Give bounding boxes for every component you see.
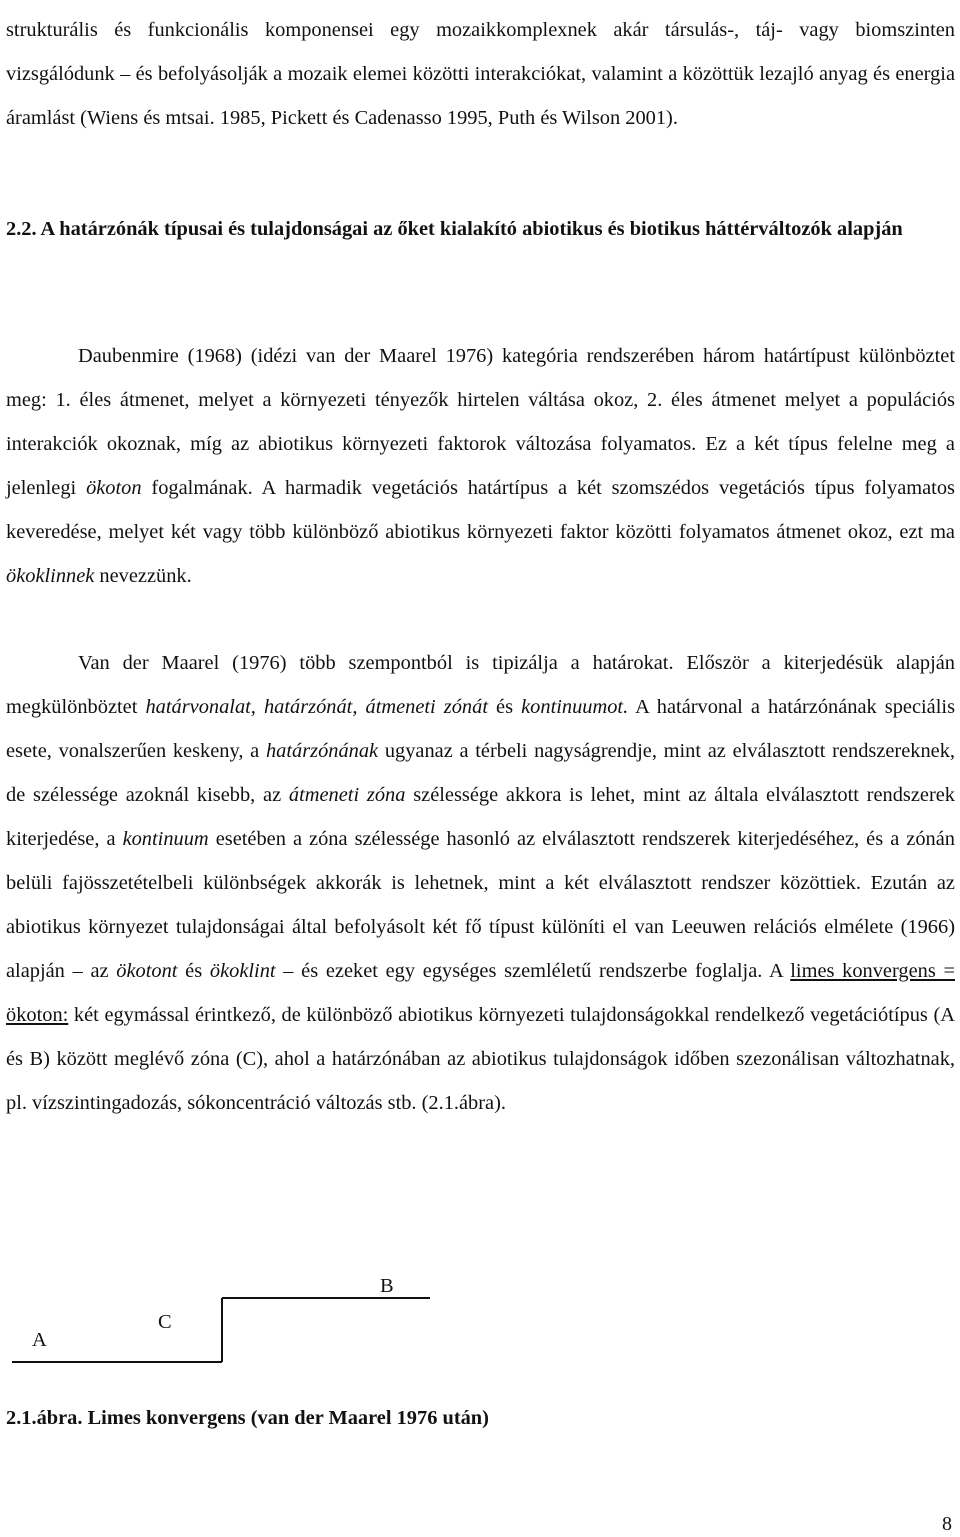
- text-run: fogalmának. A harmadik vegetációs határtípus a két szomszédos vegetációs típus folyamatos keveredése, melyet két vagy több különböző abiotikus környezeti faktor közötti folyamatos átmenet okoz, ezt ma: [6, 477, 955, 543]
- text-run: – és ezeket egy egységes szemléletű rendszerbe foglalja. A: [275, 960, 791, 982]
- text-run: szélessége akkora is lehet, mint az általa elválasztott rendszerek kiterjedése, a: [6, 784, 955, 850]
- paragraph-daubenmire: [6, 334, 955, 598]
- term-boundary-zone: határzónának: [265, 740, 379, 762]
- term-transition-zone: átmeneti zóna: [288, 784, 406, 806]
- term-limes-convergens: limes konvergens = ökoton:: [6, 960, 955, 1026]
- intro-text: strukturális és funkcionális komponensei egy mozaikkomplexnek akár társulás-, táj- vagy biomszinten vizsgálódunk – és befolyásolják a mozaik elemei közötti interakciókat, valamint a közöttük lezajló anyag és energia áramlást (Wiens és mtsai. 1985, Pickett és Cadenasso 1995, Puth és Wilson 2001).: [6, 19, 955, 129]
- term-ecocline-2: ökoklint: [209, 960, 276, 982]
- figure-caption: 2.1.ábra. Limes konvergens (van der Maarel 1976 után): [6, 1407, 489, 1429]
- text-run: és: [177, 960, 210, 982]
- term-ecotone: ökoton: [86, 477, 142, 499]
- term-continuum: kontinuumot.: [521, 696, 629, 718]
- text-run: ugyanaz a térbeli nagyságrendje, mint az elválasztott rendszereknek, de szélessége azoknál kisebb, az: [6, 740, 955, 806]
- label-b: B: [380, 1275, 394, 1297]
- label-a: A: [32, 1329, 47, 1351]
- text-run: és: [487, 696, 522, 718]
- text-run: esetében a zóna szélessége hasonló az elválasztott rendszerek kiterjedéséhez, és a zónán belüli fajösszetételbeli különbségek akkorák is lehetnek, mint a két elválasztott rendszer közöttiek. Ezután az abiotikus környezet tulajdonságai által befolyásolt két fő típust különíti el van Leeuwen relációs elmélete (1966) alapján – az: [6, 828, 955, 982]
- step-diagram: [0, 1270, 600, 1390]
- term-ecotone-2: ökotont: [116, 960, 178, 982]
- label-c: C: [158, 1311, 172, 1333]
- term-ecocline: ökoklinnek: [6, 565, 95, 587]
- term-boundary-types: határvonalat, határzónát, átmeneti zónát: [145, 696, 488, 718]
- term-continuum-2: kontinuum: [122, 828, 209, 850]
- text-run: nevezzünk.: [94, 565, 192, 587]
- figure-limes-convergens: [0, 1270, 600, 1390]
- text-run: A határvonal a határzónának speciális esete, vonalszerűen keskeny, a: [6, 696, 955, 762]
- intro-paragraph: [6, 8, 955, 140]
- text-run: Van der Maarel (1976) több szempontból is tipizálja a határokat. Először a kiterjedésük alapján megkülönböztet: [6, 652, 955, 718]
- section-heading: 2.2. A határzónák típusai és tulajdonságai az őket kialakító abiotikus és biotikus háttérváltozók alapján: [6, 218, 903, 240]
- paragraph-van-der-maarel: [6, 641, 955, 1125]
- text-run: Daubenmire (1968) (idézi van der Maarel 1976) kategória rendszerében három határtípust különböztet meg: 1. éles átmenet, melyet a környezeti tényezők hirtelen váltása okoz, 2. éles átmenet melyet a populációs interakciók okoznak, míg az abiotikus környezeti faktorok változása folyamatos. Ez a két típus felelne meg a jelenlegi: [6, 345, 955, 499]
- text-run: két egymással érintkező, de különböző abiotikus környezeti tulajdonságokkal rendelkező vegetációtípus (A és B) között meglévő zóna (C), ahol a határzónában az abiotikus tulajdonságok időben szezonálisan változhatnak, pl. vízszintingadozás, sókoncentráció változás stb. (2.1.ábra).: [6, 1004, 955, 1114]
- page-number: 8: [942, 1513, 952, 1535]
